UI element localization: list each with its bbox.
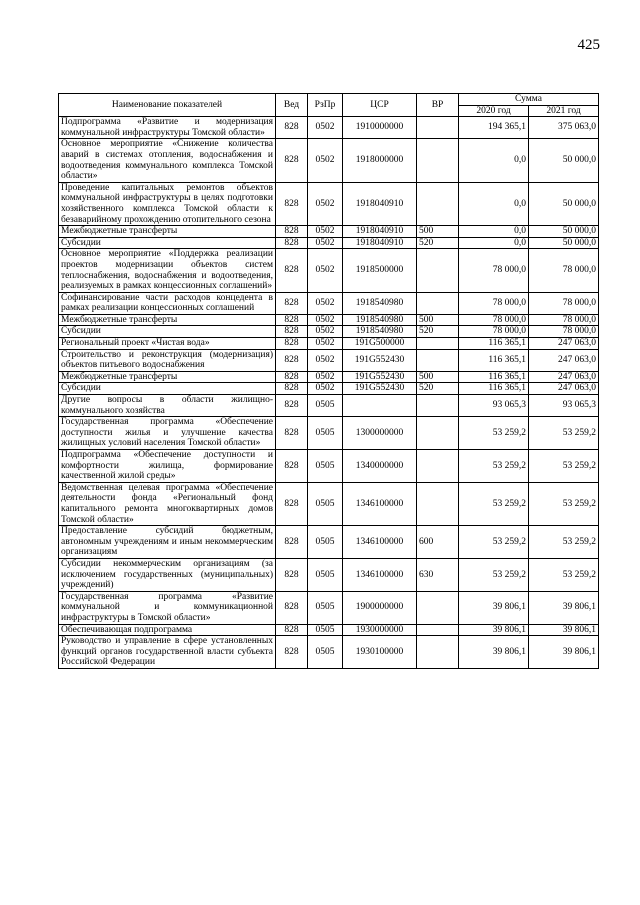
- row-sum-2021: 78 000,0: [529, 249, 599, 292]
- row-csr: 1340000000: [343, 450, 417, 483]
- row-name: Субсидии некоммерческим организациям (за исключением государственных (муниципальных) учреждений): [59, 558, 276, 591]
- row-rzpr: 0505: [308, 395, 343, 417]
- row-csr: 1918540980: [343, 314, 417, 326]
- row-csr: 1346100000: [343, 482, 417, 525]
- row-csr: 191G552430: [343, 371, 417, 383]
- row-ved: 828: [276, 482, 308, 525]
- row-rzpr: 0505: [308, 624, 343, 636]
- row-csr: 1918040910: [343, 237, 417, 249]
- row-sum-2021: 53 259,2: [529, 450, 599, 483]
- row-ved: 828: [276, 292, 308, 314]
- row-csr: 191G552430: [343, 349, 417, 371]
- row-csr: 1918500000: [343, 249, 417, 292]
- row-csr: 1918040910: [343, 182, 417, 225]
- row-name: Региональный проект «Чистая вода»: [59, 338, 276, 350]
- row-sum-2020: 78 000,0: [459, 249, 529, 292]
- row-ved: 828: [276, 558, 308, 591]
- table-row: [59, 482, 599, 525]
- row-sum-2020: 116 365,1: [459, 349, 529, 371]
- table-row: [59, 371, 599, 383]
- row-sum-2020: 0,0: [459, 237, 529, 249]
- page-number: 425: [577, 37, 600, 53]
- row-sum-2021: 39 806,1: [529, 624, 599, 636]
- row-ved: 828: [276, 636, 308, 669]
- budget-table: [58, 93, 599, 669]
- row-vr: [417, 591, 459, 624]
- table-row: [59, 591, 599, 624]
- row-vr: 630: [417, 558, 459, 591]
- table-row: [59, 526, 599, 559]
- row-sum-2020: 39 806,1: [459, 624, 529, 636]
- row-vr: 500: [417, 371, 459, 383]
- row-rzpr: 0502: [308, 139, 343, 182]
- header-vr: ВР: [417, 94, 459, 117]
- row-sum-2021: 39 806,1: [529, 636, 599, 669]
- row-vr: [417, 349, 459, 371]
- row-csr: 1346100000: [343, 558, 417, 591]
- row-vr: [417, 139, 459, 182]
- row-vr: [417, 395, 459, 417]
- row-vr: 520: [417, 326, 459, 338]
- row-csr: [343, 395, 417, 417]
- table-row: [59, 624, 599, 636]
- header-ved: Вед: [276, 94, 308, 117]
- row-rzpr: 0502: [308, 292, 343, 314]
- row-sum-2020: 78 000,0: [459, 292, 529, 314]
- row-ved: 828: [276, 591, 308, 624]
- row-vr: [417, 482, 459, 525]
- row-sum-2021: 247 063,0: [529, 349, 599, 371]
- row-sum-2021: 247 063,0: [529, 338, 599, 350]
- row-csr: 1918540980: [343, 326, 417, 338]
- row-ved: 828: [276, 417, 308, 450]
- row-rzpr: 0505: [308, 450, 343, 483]
- row-sum-2020: 39 806,1: [459, 636, 529, 669]
- row-ved: 828: [276, 383, 308, 395]
- table-row: [59, 326, 599, 338]
- row-vr: 600: [417, 526, 459, 559]
- row-rzpr: 0505: [308, 417, 343, 450]
- row-name: Основное мероприятие «Поддержка реализации проектов модернизации объектов систем теплоснабжения, водоснабжения и водоотведения, реализуемых в рамках концессионных соглашений»: [59, 249, 276, 292]
- row-sum-2020: 78 000,0: [459, 326, 529, 338]
- row-csr: 1930000000: [343, 624, 417, 636]
- row-vr: [417, 249, 459, 292]
- row-rzpr: 0502: [308, 237, 343, 249]
- row-sum-2021: 247 063,0: [529, 383, 599, 395]
- row-rzpr: 0502: [308, 383, 343, 395]
- row-rzpr: 0502: [308, 338, 343, 350]
- header-summa: Сумма: [459, 94, 599, 106]
- row-ved: 828: [276, 326, 308, 338]
- row-sum-2021: 93 065,3: [529, 395, 599, 417]
- row-sum-2020: 0,0: [459, 139, 529, 182]
- row-name: Межбюджетные трансферты: [59, 371, 276, 383]
- row-name: Государственная программа «Обеспечение доступности жилья и улучшение качества жилищных условий населения Томской области»: [59, 417, 276, 450]
- row-sum-2021: 53 259,2: [529, 558, 599, 591]
- row-vr: 520: [417, 383, 459, 395]
- row-name: Ведомственная целевая программа «Обеспечение деятельности фонда «Региональный фонд капитального ремонта многоквартирных домов Томской области»: [59, 482, 276, 525]
- row-csr: 1346100000: [343, 526, 417, 559]
- row-name: Подпрограмма «Обеспечение доступности и комфортности жилища, формирование качественной жилой среды»: [59, 450, 276, 483]
- row-sum-2020: 0,0: [459, 226, 529, 238]
- row-sum-2021: 247 063,0: [529, 371, 599, 383]
- row-csr: 191G500000: [343, 338, 417, 350]
- row-rzpr: 0505: [308, 482, 343, 525]
- row-ved: 828: [276, 349, 308, 371]
- row-rzpr: 0505: [308, 591, 343, 624]
- row-csr: 191G552430: [343, 383, 417, 395]
- row-sum-2020: 53 259,2: [459, 417, 529, 450]
- row-sum-2020: 39 806,1: [459, 591, 529, 624]
- row-vr: 520: [417, 237, 459, 249]
- table-row: [59, 237, 599, 249]
- row-ved: 828: [276, 237, 308, 249]
- table-row: [59, 636, 599, 669]
- row-vr: 500: [417, 226, 459, 238]
- row-rzpr: 0502: [308, 182, 343, 225]
- row-vr: [417, 417, 459, 450]
- row-sum-2020: 116 365,1: [459, 383, 529, 395]
- header-rzpr: РзПр: [308, 94, 343, 117]
- table-row: [59, 292, 599, 314]
- row-name: Подпрограмма «Развитие и модернизация коммунальной инфраструктуры Томской области»: [59, 117, 276, 139]
- row-ved: 828: [276, 624, 308, 636]
- row-name: Государственная программа «Развитие коммунальной и коммуникационной инфраструктуры в Томской области»: [59, 591, 276, 624]
- row-rzpr: 0505: [308, 636, 343, 669]
- row-sum-2021: 50 000,0: [529, 139, 599, 182]
- row-rzpr: 0502: [308, 117, 343, 139]
- row-rzpr: 0505: [308, 558, 343, 591]
- table-row: [59, 349, 599, 371]
- row-name: Предоставление субсидий бюджетным, автономным учреждениям и иным некоммерческим организациям: [59, 526, 276, 559]
- row-ved: 828: [276, 395, 308, 417]
- row-sum-2021: 53 259,2: [529, 526, 599, 559]
- row-rzpr: 0502: [308, 226, 343, 238]
- row-name: Субсидии: [59, 326, 276, 338]
- row-csr: 1918540980: [343, 292, 417, 314]
- row-rzpr: 0502: [308, 249, 343, 292]
- table-row: [59, 558, 599, 591]
- row-ved: 828: [276, 450, 308, 483]
- row-vr: [417, 182, 459, 225]
- row-sum-2020: 78 000,0: [459, 314, 529, 326]
- row-csr: 1300000000: [343, 417, 417, 450]
- row-name: Межбюджетные трансферты: [59, 226, 276, 238]
- row-sum-2020: 53 259,2: [459, 526, 529, 559]
- row-sum-2021: 50 000,0: [529, 237, 599, 249]
- row-name: Руководство и управление в сфере установленных функций органов государственной власти субъекта Российской Федерации: [59, 636, 276, 669]
- row-csr: 1918000000: [343, 139, 417, 182]
- row-name: Другие вопросы в области жилищно-коммунального хозяйства: [59, 395, 276, 417]
- row-csr: 1918040910: [343, 226, 417, 238]
- row-sum-2020: 53 259,2: [459, 482, 529, 525]
- row-vr: [417, 450, 459, 483]
- row-ved: 828: [276, 314, 308, 326]
- row-vr: 500: [417, 314, 459, 326]
- table-row: [59, 182, 599, 225]
- row-vr: [417, 292, 459, 314]
- row-csr: 1900000000: [343, 591, 417, 624]
- table-body: [59, 117, 599, 669]
- row-name: Межбюджетные трансферты: [59, 314, 276, 326]
- row-csr: 1910000000: [343, 117, 417, 139]
- row-vr: [417, 338, 459, 350]
- row-sum-2021: 375 063,0: [529, 117, 599, 139]
- row-rzpr: 0502: [308, 314, 343, 326]
- row-ved: 828: [276, 371, 308, 383]
- header-year-2020: 2020 год: [459, 105, 529, 117]
- table-row: [59, 314, 599, 326]
- table-row: [59, 117, 599, 139]
- row-name: Основное мероприятие «Снижение количества аварий в системах отопления, водоснабжения и водоотведения коммунального комплекса Томской области»: [59, 139, 276, 182]
- row-sum-2021: 78 000,0: [529, 314, 599, 326]
- row-sum-2021: 53 259,2: [529, 417, 599, 450]
- table-row: [59, 450, 599, 483]
- row-ved: 828: [276, 117, 308, 139]
- row-ved: 828: [276, 249, 308, 292]
- table-row: [59, 383, 599, 395]
- row-ved: 828: [276, 338, 308, 350]
- row-vr: [417, 624, 459, 636]
- row-rzpr: 0502: [308, 371, 343, 383]
- row-sum-2020: 116 365,1: [459, 338, 529, 350]
- table-row: [59, 139, 599, 182]
- row-rzpr: 0502: [308, 326, 343, 338]
- row-ved: 828: [276, 226, 308, 238]
- table-row: [59, 338, 599, 350]
- row-sum-2021: 50 000,0: [529, 226, 599, 238]
- table-row: [59, 417, 599, 450]
- row-sum-2020: 194 365,1: [459, 117, 529, 139]
- row-sum-2021: 39 806,1: [529, 591, 599, 624]
- row-ved: 828: [276, 139, 308, 182]
- row-rzpr: 0502: [308, 349, 343, 371]
- table-row: [59, 395, 599, 417]
- row-name: Обеспечивающая подпрограмма: [59, 624, 276, 636]
- row-name: Софинансирование части расходов концедента в рамках реализации концессионных соглашений: [59, 292, 276, 314]
- header-year-2021: 2021 год: [529, 105, 599, 117]
- row-rzpr: 0505: [308, 526, 343, 559]
- row-ved: 828: [276, 182, 308, 225]
- row-sum-2020: 116 365,1: [459, 371, 529, 383]
- row-ved: 828: [276, 526, 308, 559]
- row-name: Субсидии: [59, 237, 276, 249]
- row-sum-2020: 0,0: [459, 182, 529, 225]
- row-sum-2021: 53 259,2: [529, 482, 599, 525]
- row-name: Субсидии: [59, 383, 276, 395]
- row-sum-2021: 78 000,0: [529, 292, 599, 314]
- row-name: Строительство и реконструкция (модернизация) объектов питьевого водоснабжения: [59, 349, 276, 371]
- row-sum-2020: 53 259,2: [459, 450, 529, 483]
- row-sum-2020: 53 259,2: [459, 558, 529, 591]
- row-vr: [417, 636, 459, 669]
- table-header: [59, 94, 599, 117]
- table-row: [59, 249, 599, 292]
- row-sum-2021: 50 000,0: [529, 182, 599, 225]
- row-csr: 1930100000: [343, 636, 417, 669]
- header-name: Наименование показателей: [59, 94, 276, 117]
- header-csr: ЦСР: [343, 94, 417, 117]
- row-sum-2021: 78 000,0: [529, 326, 599, 338]
- row-vr: [417, 117, 459, 139]
- table-row: [59, 226, 599, 238]
- row-name: Проведение капитальных ремонтов объектов коммунальной инфраструктуры в целях подготовки хозяйственного комплекса Томской области к безаварийному прохождению отопительного сезона: [59, 182, 276, 225]
- row-sum-2020: 93 065,3: [459, 395, 529, 417]
